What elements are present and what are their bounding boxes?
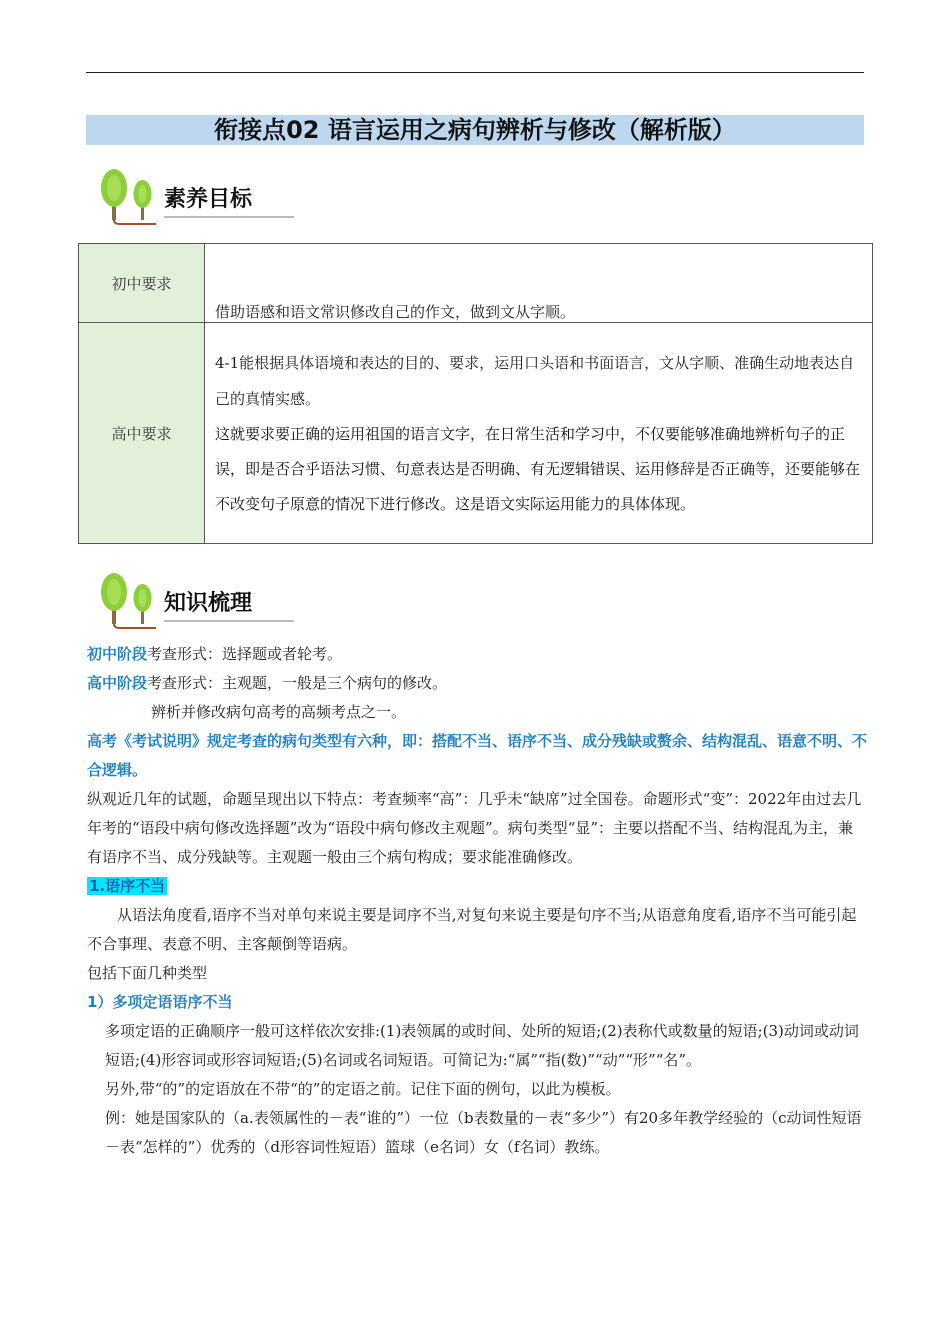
senior-stage-line [87,669,867,698]
stage-text: 考查形式：选择题或者轮考。 [147,645,343,663]
frequency-note: 辨析并修改病句高考的高频考点之一。 [151,703,407,721]
attributive-order: 多项定语的正确顺序一般可这样依次安排:(1)表领属的或时间、处所的短语;(2)表称代或数量的短语;(3)动词或动词短语;(4)形容词或形容词短语;(5)名词或名词短语。可简记为:“属”“指(数)”“动”“形”“名”。 [105,1022,859,1069]
junior-label: 初中要求 [79,244,205,323]
word-order-paragraph: 从语法角度看,语序不当对单句来说主要是词序不当,对复句来说主要是句序不当;从语意角度看,语序不当可能引起不合事理、表意不明、主客颠倒等语病。 [87,906,857,953]
stage-label: 初中阶段 [87,645,148,663]
senior-label: 高中要求 [79,323,205,544]
stage-label: 高中阶段 [87,674,148,692]
de-rule: 另外,带“的”的定语放在不带“的”的定语之前。记住下面的例句，以此为模板。 [105,1080,621,1098]
knowledge-content [87,640,867,1162]
trend-paragraph: 纵观近几年的试题，命题呈现出以下特点：考查频率“高”：几乎未“缺席”过全国卷。命题形式“变”：2022年由过去几年考的“语段中病句修改选择题”改为“语段中病句修改主观题”。病句类型“显”：主要以搭配不当、结构混乱为主，兼有语序不当、成分残缺等。主观题一般由三个病句构成；要求能准确修改。 [87,790,862,866]
requirements-table [78,243,873,544]
header-rule [86,72,864,73]
section-underline [164,620,294,622]
section-label: 知识梳理 [164,591,253,616]
types-intro: 包括下面几种类型 [87,964,208,982]
senior-text-2: 这就要求要正确的运用祖国的语言文字，在日常生活和学习中，不仅要能够准确地辨析句子的正误，即是否合乎语法习惯、句意表达是否明确、有无逻辑错误、运用修辞是否正确等，还要能够在不改变句子原意的情况下进行修改。这是语文实际运用能力的具体体现。 [215,424,861,513]
senior-cell [205,323,873,544]
stage-text: 考查形式：主观题，一般是三个病句的修改。 [147,674,448,692]
section-underline [164,216,294,218]
section-heading-goals [98,168,318,226]
tree-icon [98,168,162,226]
document-title: 衔接点02 语言运用之病句辨析与修改（解析版） [86,115,864,145]
tree-icon [98,572,162,630]
exam-types: 高考《考试说明》规定考查的病句类型有六种，即：搭配不当、语序不当、成分残缺或赘余、结构混乱、语意不明、不合逻辑。 [87,732,868,779]
section-heading-knowledge [98,572,318,630]
senior-text-1: 4-1能根据具体语境和表达的目的、要求，运用口头语和书面语言，文从字顺、准确生动地表达自己的真情实感。 [215,353,855,408]
subheading-attributive: 1）多项定语语序不当 [87,993,233,1011]
heading-word-order: 1.语序不当 [89,877,166,895]
junior-text: 借助语感和语文常识修改自己的作文，做到文从字顺。 [205,244,873,323]
table-row [79,244,873,323]
section-label: 素养目标 [164,187,253,212]
example-sentence: 例：她是国家队的（a.表领属性的－表“谁的”）一位（b表数量的－表“多少”）有20多年教学经验的（c动词性短语－表“怎样的”）优秀的（d形容词性短语）篮球（e名词）女（f名词）教练。 [105,1109,862,1156]
junior-stage-line [87,640,867,669]
table-row [79,323,873,544]
